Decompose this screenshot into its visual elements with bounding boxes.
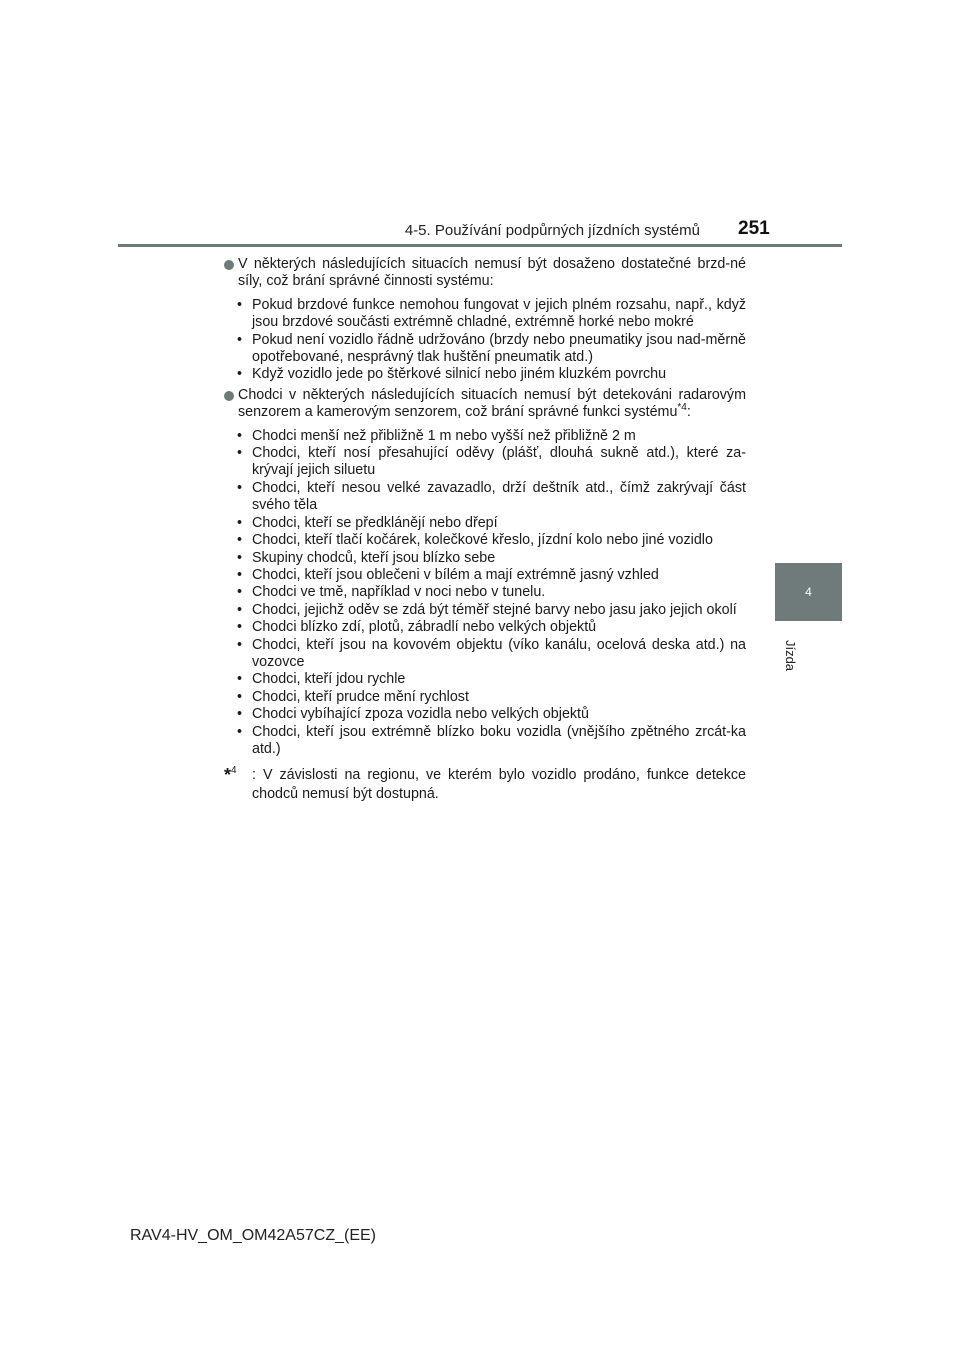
bullet-dot: • bbox=[237, 601, 243, 618]
bullet-dot: • bbox=[237, 688, 243, 705]
bullet-dot: • bbox=[237, 636, 243, 653]
section-title: 4-5. Používání podpůrných jízdních systémů bbox=[404, 222, 700, 239]
list-item: • Chodci, kteří nosí přesahující oděvy (plášť, dlouhá sukně atd.), které za-krývají jejich siluetu bbox=[237, 445, 746, 479]
list-item: • Chodci, kteří tlačí kočárek, kolečkové křeslo, jízdní kolo nebo jiné vozidlo bbox=[237, 532, 713, 549]
list-item: • Chodci, kteří jsou oblečeni v bílém a mají extrémně jasný vzhled bbox=[237, 566, 659, 583]
list-item: • Chodci, kteří se předklánějí nebo dřepí bbox=[237, 514, 498, 531]
list-item: • Když vozidlo jede po štěrkové silnicí nebo jiném kluzkém povrchu bbox=[237, 366, 667, 383]
list-item: • Pokud brzdové funkce nemohou fungovat v jejich plném rozsahu, např., když jsou brzdové součásti extrémně chladné, extrémně horké nebo mokré bbox=[237, 296, 746, 331]
list-item: • Chodci, kteří jdou rychle bbox=[237, 671, 406, 688]
bullet-dot: • bbox=[237, 671, 243, 688]
braking-situations-list bbox=[224, 297, 746, 384]
bullet-dot: • bbox=[237, 584, 243, 601]
footnote bbox=[224, 766, 746, 804]
paragraph-text-end: : bbox=[686, 404, 691, 421]
chapter-label bbox=[782, 632, 800, 692]
list-item: • Skupiny chodců, kteří jsou blízko sebe bbox=[237, 549, 496, 566]
bullet-dot: • bbox=[237, 296, 243, 313]
bullet-dot: • bbox=[237, 566, 243, 583]
list-item: • Chodci, kteří jsou extrémně blízko boku vozidla (vnějšího zpětného zrcát-ka atd.) bbox=[237, 723, 746, 757]
main-content bbox=[224, 256, 746, 804]
bullet-dot: • bbox=[237, 619, 243, 636]
list-item: • Chodci, kteří prudce mění rychlost bbox=[237, 688, 469, 705]
footnote-text: : V závislosti na regionu, ve kterém bylo vozidlo prodáno, funkce detekce chodců nemusí být dostupná. bbox=[252, 767, 746, 803]
header-rule bbox=[118, 244, 842, 247]
bullet-dot: • bbox=[237, 366, 243, 383]
page-number: 251 bbox=[738, 218, 770, 239]
chapter-number: 4 bbox=[805, 585, 812, 599]
document-code: RAV4-HV_OM_OM42A57CZ_(EE) bbox=[130, 1227, 376, 1244]
list-item: • Chodci ve tmě, například v noci nebo v tunelu. bbox=[237, 584, 546, 601]
bullet-dot: • bbox=[237, 514, 243, 531]
list-item: • Chodci vybíhající zpoza vozidla nebo velkých objektů bbox=[237, 706, 589, 723]
list-item: • Chodci blízko zdí, plotů, zábradlí nebo velkých objektů bbox=[237, 619, 597, 636]
list-item: • Chodci menší než přibližně 1 m nebo vyšší než přibližně 2 m bbox=[237, 427, 636, 444]
bullet-dot: • bbox=[237, 532, 243, 549]
paragraph-braking bbox=[224, 256, 746, 291]
pedestrian-situations-list bbox=[224, 428, 746, 759]
paragraph-text: V některých následujících situacích nemusí být dosaženo dostatečné brzd-né síly, což brání správné činnosti systému: bbox=[238, 256, 746, 290]
bullet-dot: • bbox=[237, 331, 243, 348]
bullet-dot: • bbox=[237, 445, 243, 462]
list-item: • Chodci, kteří nesou velké zavazadlo, drží deštník atd., čímž zakrývají část svého těla bbox=[237, 479, 746, 514]
list-item: • Chodci, kteří jsou na kovovém objektu (víko kanálu, ocelová deska atd.) na vozovce bbox=[237, 636, 746, 670]
paragraph-text: Chodci v některých následujících situacích nemusí být detekováni radarovým senzorem a kamerovým senzorem, což brání správné funkci systému bbox=[238, 386, 746, 421]
chapter-label-text: Jízda bbox=[783, 639, 799, 672]
footnote-reference: *4 bbox=[677, 402, 687, 414]
bullet-dot: • bbox=[237, 706, 243, 723]
footnote-marker bbox=[224, 766, 237, 785]
paragraph-pedestrians bbox=[224, 387, 746, 422]
footnote-number: 4 bbox=[231, 765, 237, 777]
chapter-tab bbox=[775, 563, 842, 621]
bullet-dot: • bbox=[237, 723, 243, 740]
list-item: • Pokud není vozidlo řádně udržováno (brzdy nebo pneumatiky jsou nad-měrně opotřebované, nesprávný tlak huštění pneumatik atd.) bbox=[237, 331, 746, 366]
list-item: • Chodci, jejichž oděv se zdá být téměř stejné barvy nebo jasu jako jejich okolí bbox=[237, 601, 737, 618]
asterisk-icon: * bbox=[224, 765, 232, 786]
bullet-dot: • bbox=[237, 427, 243, 444]
round-bullet-icon bbox=[224, 260, 234, 270]
bullet-dot: • bbox=[237, 549, 243, 566]
bullet-dot: • bbox=[237, 479, 243, 496]
round-bullet-icon bbox=[224, 391, 234, 401]
